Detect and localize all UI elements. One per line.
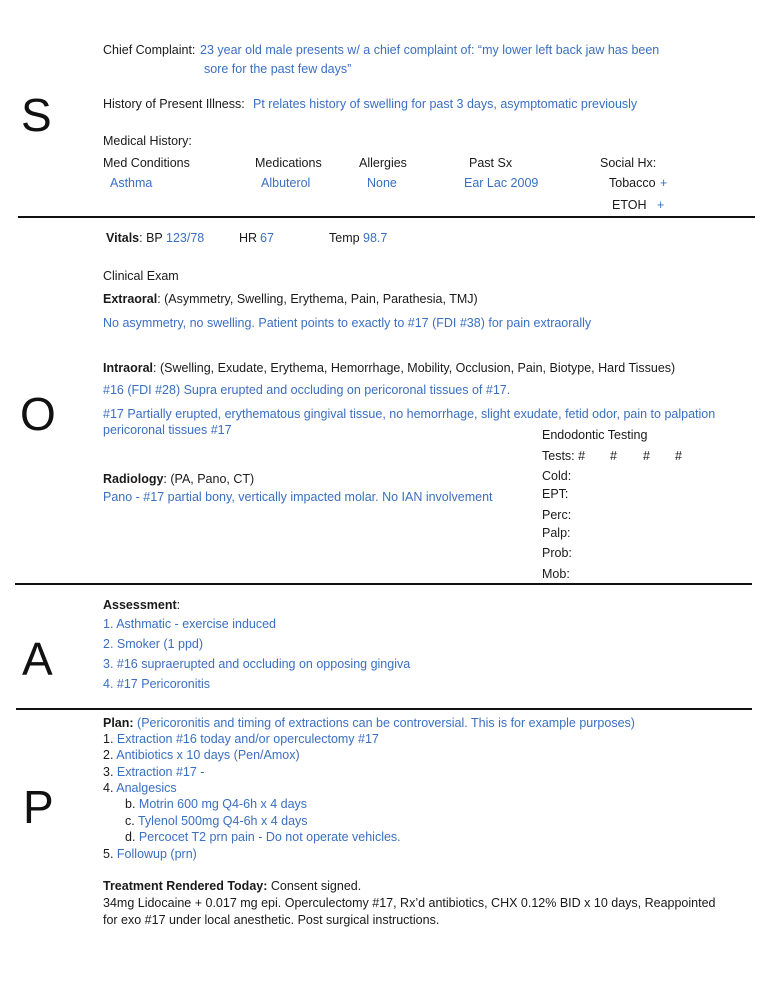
med-conditions-label: Med Conditions: [103, 156, 190, 170]
etoh-label: ETOH: [612, 198, 647, 212]
section-letter-o: O: [20, 388, 56, 440]
plan-item-2: [103, 748, 300, 762]
intraoral-label: Intraoral: [103, 361, 154, 375]
endo-tests-label: Tests: #: [542, 449, 586, 463]
radiology-value: Pano - #17 partial bony, vertically impacted molar. No IAN involvement: [103, 490, 493, 504]
extraoral-value: No asymmetry, no swelling. Patient points to exactly to #17 (FDI #38) for pain extraorally: [103, 316, 592, 330]
assessment-heading: [103, 598, 180, 612]
plan-item-3: [103, 765, 204, 779]
medications-value: Albuterol: [261, 176, 311, 190]
plan-text: Motrin 600 mg Q4-6h x 4 days: [138, 797, 308, 811]
extraoral-desc: : (Asymmetry, Swelling, Erythema, Pain, Parathesia, TMJ): [157, 292, 478, 306]
divider-a-p: [16, 708, 752, 710]
plan-text: Extraction #16 today and/or operculectomy #17: [116, 732, 379, 746]
endo-ept-label: EPT:: [542, 487, 569, 501]
plan-letter: d.: [125, 830, 136, 844]
plan-letter: c.: [125, 814, 135, 828]
plan-subitem-d: [125, 830, 401, 844]
chief-complaint-value-cont: sore for the past few days”: [204, 62, 352, 76]
intraoral-finding-2: #17 Partially erupted, erythematous gingival tissue, no hemorrhage, slight exudate, fetid odor, pain to palpation: [103, 407, 716, 421]
tobacco-label: Tobacco: [609, 176, 656, 190]
section-letter-s: S: [21, 89, 52, 141]
radiology-desc: : (PA, Pano, CT): [163, 472, 255, 486]
plan-note: (Pericoronitis and timing of extractions can be controversial. This is for example purposes): [133, 716, 635, 730]
divider-s-o: [18, 216, 755, 218]
intraoral-desc: : (Swelling, Exudate, Erythema, Hemorrhage, Mobility, Occlusion, Pain, Biotype, Hard Tissues): [153, 361, 676, 375]
temp-value: 98.7: [363, 231, 388, 245]
past-sx-value: Ear Lac 2009: [464, 176, 539, 190]
temp-label: Temp: [329, 231, 360, 245]
extraoral-row: [103, 292, 478, 306]
assessment-label: Assessment: [103, 598, 177, 612]
vitals-label: Vitals: [106, 231, 140, 245]
plan-number: 3.: [103, 765, 114, 779]
clinical-exam-heading: Clinical Exam: [103, 269, 179, 283]
plan-text: Extraction #17 -: [116, 765, 205, 779]
hpi-value: Pt relates history of swelling for past 3 days, asymptomatic previously: [253, 97, 638, 111]
plan-subitem-c: [125, 814, 308, 828]
etoh-value: +: [657, 198, 665, 212]
plan-text: Percocet T2 prn pain - Do not operate vehicles.: [138, 830, 401, 844]
radiology-label: Radiology: [103, 472, 164, 486]
plan-text: Antibiotics x 10 days (Pen/Amox): [116, 748, 300, 762]
endo-prob-label: Prob:: [542, 546, 572, 560]
social-hx-label: Social Hx:: [600, 156, 657, 170]
past-sx-label: Past Sx: [469, 156, 513, 170]
plan-number: 1.: [103, 732, 114, 746]
plan-text: Followup (prn): [116, 847, 197, 861]
extraoral-label: Extraoral: [103, 292, 158, 306]
plan-number: 5.: [103, 847, 114, 861]
plan-text: Tylenol 500mg Q4-6h x 4 days: [137, 814, 308, 828]
divider-o-a: [15, 583, 752, 585]
hpi-label: History of Present Illness:: [103, 97, 245, 111]
endo-tooth-col-3: #: [643, 449, 650, 463]
endo-tooth-col-4: #: [675, 449, 682, 463]
plan-text: Analgesics: [116, 781, 177, 795]
hr-label: HR: [239, 231, 258, 245]
intraoral-finding-1: #16 (FDI #28) Supra erupted and occluding on pericoronal tissues of #17.: [103, 383, 511, 397]
treatment-line-1: 34mg Lidocaine + 0.017 mg epi. Operculectomy #17, Rx’d antibiotics, CHX 0.12% BID x 10 days, Reappointed: [103, 896, 716, 910]
treatment-line-2: for exo #17 under local anesthetic. Post surgical instructions.: [103, 913, 440, 927]
assessment-item: 4. #17 Pericoronitis: [103, 677, 211, 691]
assessment-item: 2. Smoker (1 ppd): [103, 637, 204, 651]
treatment-consent: Consent signed.: [267, 879, 362, 893]
medications-label: Medications: [255, 156, 322, 170]
endo-perc-label: Perc:: [542, 508, 572, 522]
plan-number: 2.: [103, 748, 114, 762]
intraoral-finding-3: pericoronal tissues #17: [103, 423, 232, 437]
plan-item-5: [103, 847, 197, 861]
medical-history-label: Medical History:: [103, 134, 192, 148]
plan-label: Plan:: [103, 716, 134, 730]
section-letter-p: P: [23, 781, 54, 833]
allergies-label: Allergies: [359, 156, 407, 170]
vitals-row: [106, 231, 204, 245]
endo-mob-label: Mob:: [542, 567, 570, 581]
assessment-item: 1. Asthmatic - exercise induced: [103, 617, 276, 631]
assessment-item: 3. #16 supraerupted and occluding on opposing gingiva: [103, 657, 411, 671]
bp-value: 123/78: [166, 231, 205, 245]
plan-item-4: [103, 781, 177, 795]
section-letter-a: A: [22, 633, 53, 685]
endo-palp-label: Palp:: [542, 526, 571, 540]
plan-letter: b.: [125, 797, 136, 811]
intraoral-row: [103, 361, 675, 375]
plan-number: 4.: [103, 781, 114, 795]
chief-complaint-label: Chief Complaint:: [103, 43, 196, 57]
bp-label: : BP: [139, 231, 163, 245]
endo-tooth-col-2: #: [610, 449, 617, 463]
plan-heading: [103, 716, 635, 730]
plan-item-1: [103, 732, 379, 746]
plan-subitem-b: [125, 797, 307, 811]
endo-cold-label: Cold:: [542, 469, 572, 483]
med-conditions-value: Asthma: [110, 176, 153, 190]
treatment-label: Treatment Rendered Today:: [103, 879, 268, 893]
hr-value: 67: [260, 231, 274, 245]
endo-title: Endodontic Testing: [542, 428, 648, 442]
tobacco-value: +: [660, 176, 668, 190]
treatment-heading: [103, 879, 361, 893]
assessment-colon: :: [176, 598, 181, 612]
chief-complaint-value: 23 year old male presents w/ a chief complaint of: “my lower left back jaw has been: [200, 43, 660, 57]
radiology-row: [103, 472, 254, 486]
allergies-value: None: [367, 176, 397, 190]
